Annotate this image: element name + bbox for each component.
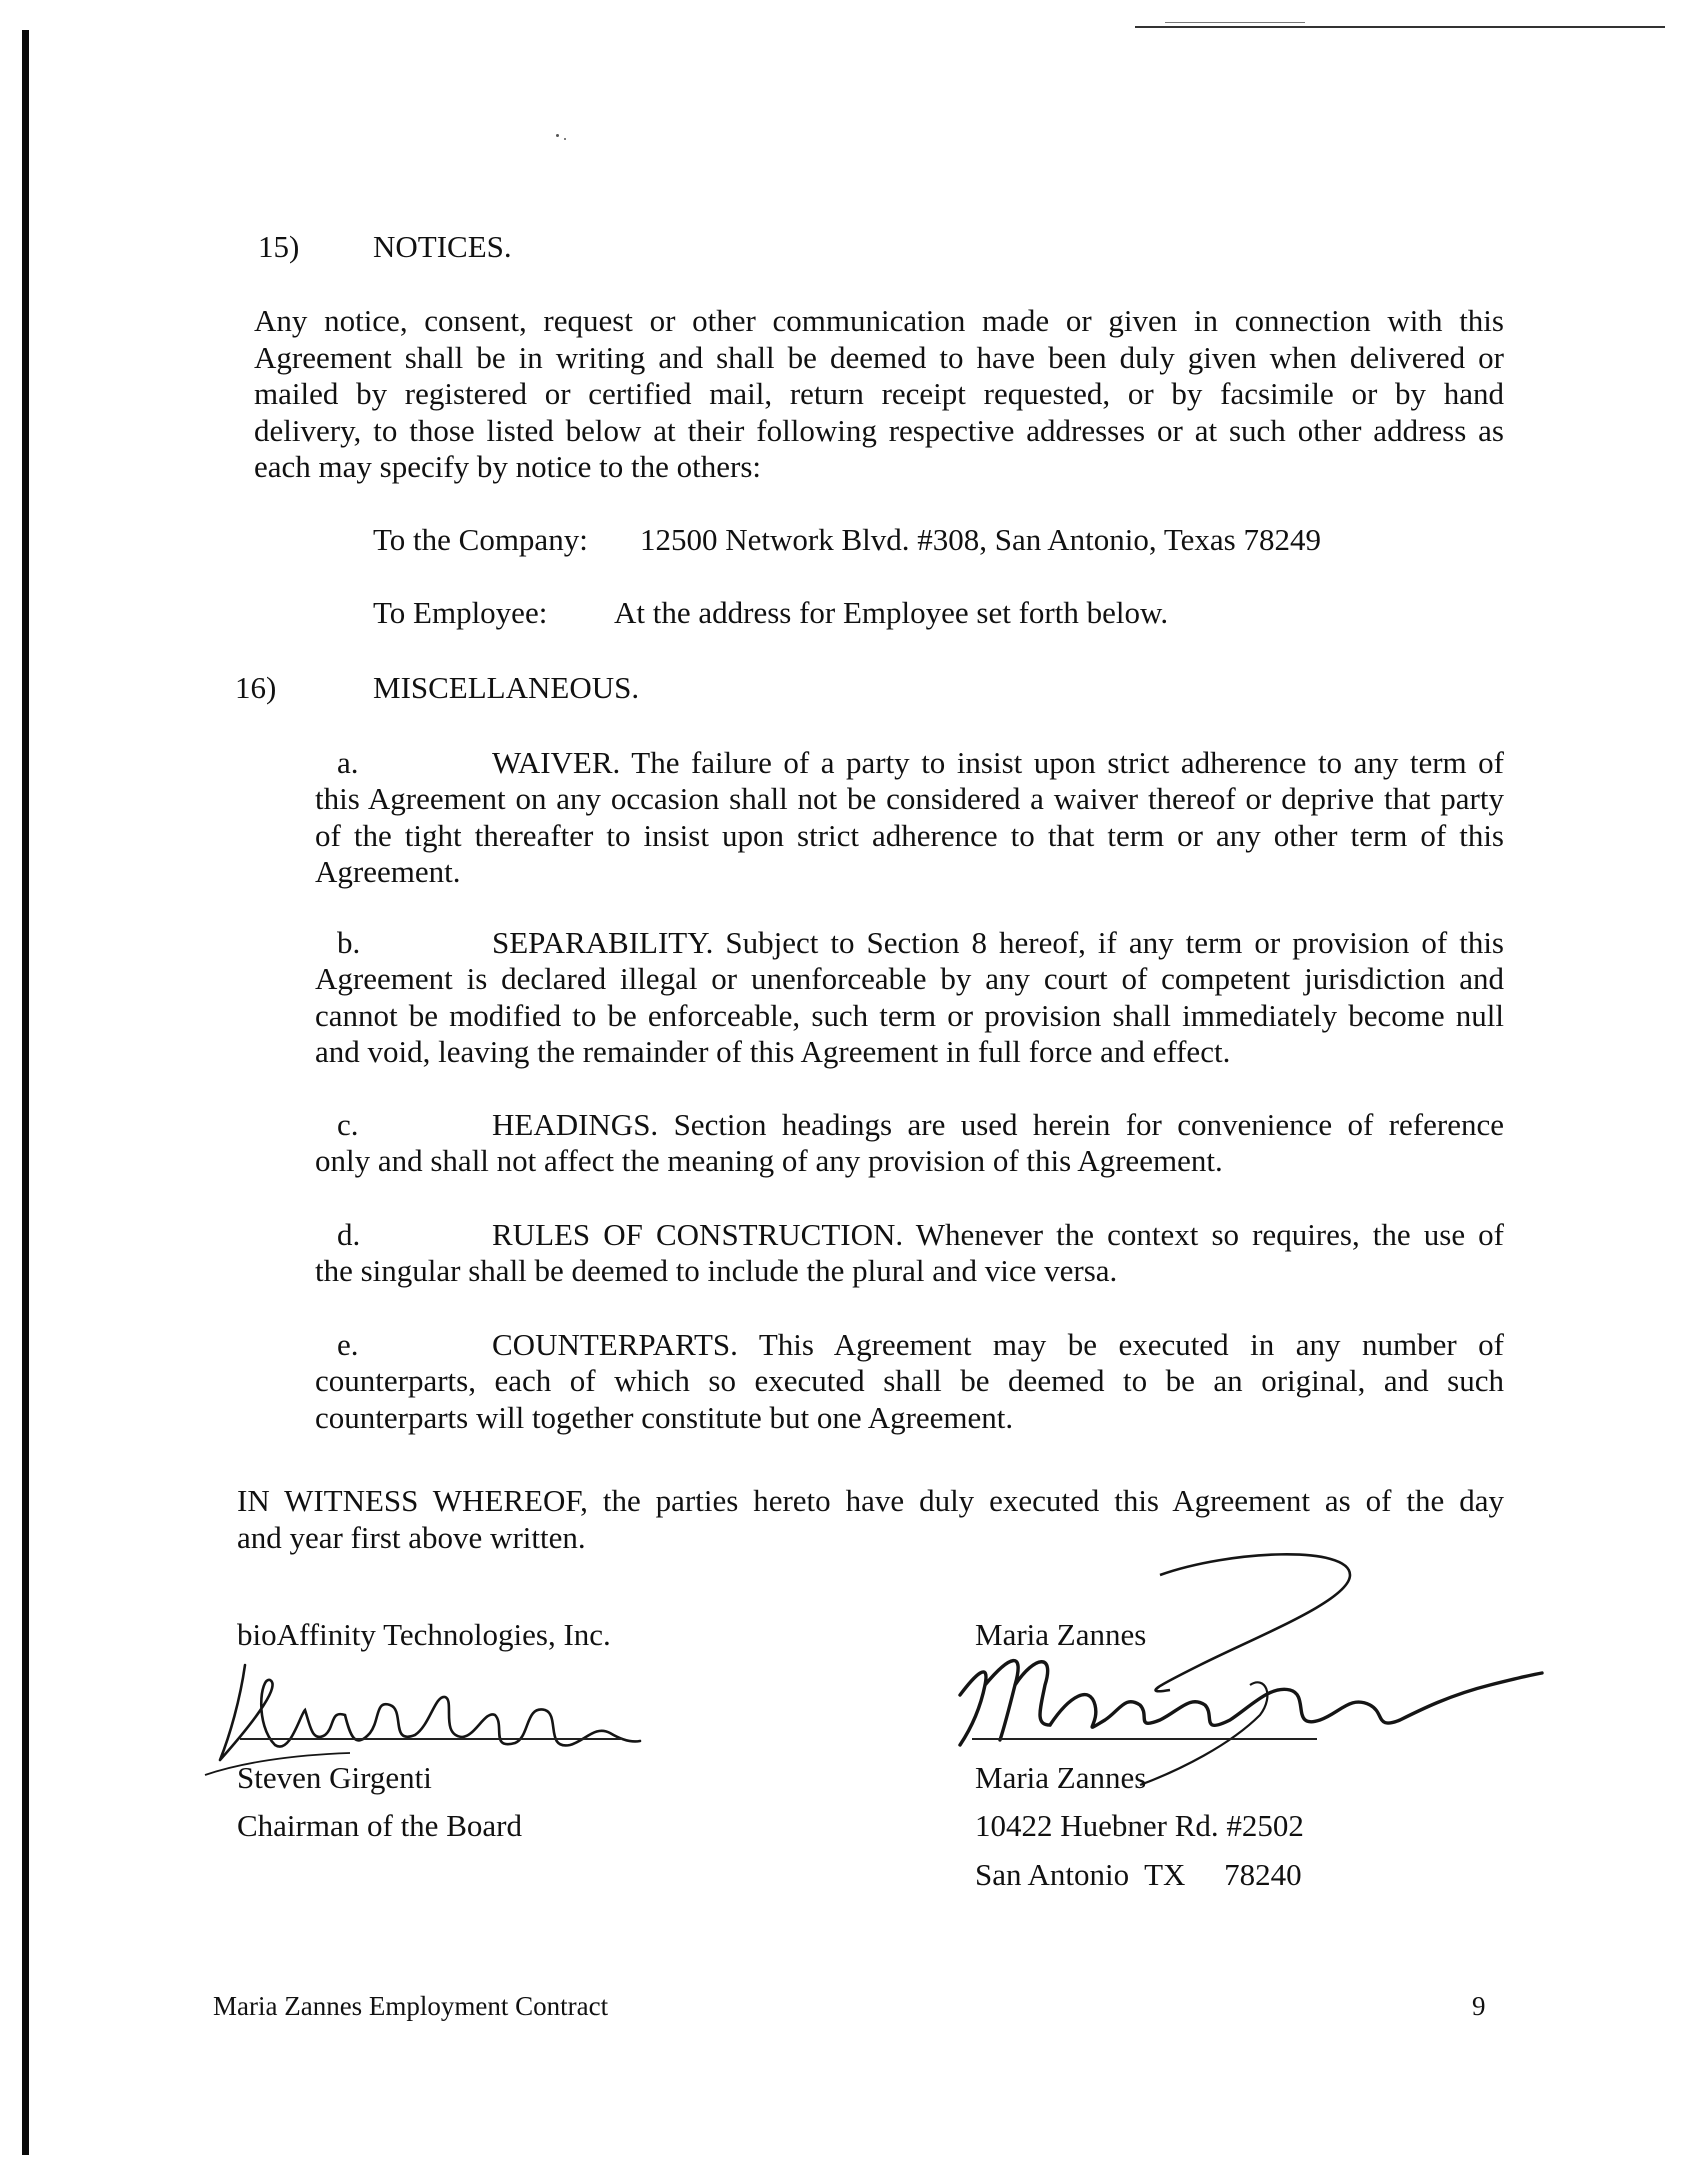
item-d-heading-line bbox=[492, 1217, 1504, 1254]
item-a-line: of the tight thereafter to insist upon strict adherence to that term or any other term of this bbox=[315, 817, 1504, 853]
body-line: delivery, to those listed below at their following respective addresses or at such other address as bbox=[254, 412, 1504, 448]
item-c-line: only and shall not affect the meaning of any provision of this Agreement. bbox=[315, 1143, 1223, 1178]
item-e-body bbox=[315, 1363, 1504, 1436]
scan-speck bbox=[556, 134, 559, 137]
witness-line: and year first above written. bbox=[237, 1519, 586, 1555]
section-16-heading: MISCELLANEOUS. bbox=[373, 670, 640, 705]
body-line: each may specify by notice to the others: bbox=[254, 449, 762, 484]
item-d-text: Whenever the context so requires, the use of bbox=[915, 1217, 1504, 1252]
item-b-text: Subject to Section 8 hereof, if any term or provision of this bbox=[725, 925, 1504, 960]
section-16-number: 16) bbox=[235, 670, 277, 705]
item-c-text: Section headings are used herein for convenience of reference bbox=[673, 1107, 1504, 1142]
item-e-line: counterparts, each of which so executed shall be deemed to be an original, and such bbox=[315, 1363, 1504, 1398]
body-line: mailed by registered or certified mail, return receipt requested, or by facsimile or by hand bbox=[254, 376, 1504, 411]
company-signer-name: Steven Girgenti bbox=[237, 1760, 432, 1795]
item-b-heading-line bbox=[492, 925, 1504, 962]
item-d-line: the singular shall be deemed to include the plural and vice versa. bbox=[315, 1253, 1118, 1288]
scan-speck bbox=[564, 138, 566, 140]
body-line: Agreement shall be in writing and shall be deemed to have been duly given when delivered or bbox=[254, 339, 1504, 375]
item-c-letter: c. bbox=[337, 1107, 359, 1142]
company-signature-line bbox=[240, 1738, 622, 1740]
item-b-letter: b. bbox=[337, 925, 361, 960]
item-e-title: COUNTERPARTS. bbox=[492, 1327, 738, 1362]
item-c-first-line bbox=[492, 1107, 1504, 1144]
footer-title: Maria Zannes Employment Contract bbox=[213, 1991, 609, 2021]
company-notice-label: To the Company: bbox=[373, 522, 588, 557]
company-signer-title: Chairman of the Board bbox=[237, 1808, 522, 1843]
item-e-line: counterparts will together constitute but one Agreement. bbox=[315, 1399, 1014, 1435]
top-rule bbox=[1135, 26, 1665, 28]
item-b-title: SEPARABILITY. bbox=[492, 925, 714, 960]
item-c-body bbox=[315, 1143, 1504, 1180]
item-a-line: this Agreement on any occasion shall not be considered a waiver thereof or deprive that party bbox=[315, 781, 1504, 816]
item-b-line: Agreement is declared illegal or unenforceable by any court of competent jurisdiction and bbox=[315, 961, 1504, 996]
item-a-heading-line bbox=[492, 745, 1504, 782]
item-e-text: This Agreement may be executed in any number of bbox=[758, 1327, 1504, 1362]
item-d-title: RULES OF CONSTRUCTION. bbox=[492, 1217, 904, 1252]
employee-notice-address: At the address for Employee set forth below. bbox=[614, 595, 1169, 630]
item-a-title: WAIVER. bbox=[492, 745, 621, 780]
item-a-letter: a. bbox=[337, 745, 359, 780]
company-notice-address: 12500 Network Blvd. #308, San Antonio, Texas 78249 bbox=[640, 522, 1321, 557]
employee-signature-line bbox=[972, 1738, 1317, 1740]
section-15-number: 15) bbox=[258, 229, 300, 264]
employee-address-line1: 10422 Huebner Rd. #2502 bbox=[975, 1808, 1304, 1843]
section-15-heading: NOTICES. bbox=[373, 229, 512, 264]
item-a-text: The failure of a party to insist upon strict adherence to any term of bbox=[631, 745, 1504, 780]
item-a-body bbox=[315, 781, 1504, 891]
item-c-title: HEADINGS. bbox=[492, 1107, 659, 1142]
body-line: Any notice, consent, request or other communication made or given in connection with this bbox=[254, 303, 1504, 338]
item-b-first-line bbox=[492, 925, 1504, 962]
item-d-first-line bbox=[492, 1217, 1504, 1254]
item-d-letter: d. bbox=[337, 1217, 361, 1252]
company-entity-name: bioAffinity Technologies, Inc. bbox=[237, 1617, 611, 1652]
item-b-body bbox=[315, 961, 1504, 1071]
page-number: 9 bbox=[1472, 1991, 1486, 2021]
item-a-first-line bbox=[492, 745, 1504, 782]
item-e-letter: e. bbox=[337, 1327, 359, 1362]
item-c-heading-line bbox=[492, 1107, 1504, 1144]
item-e-heading-line bbox=[492, 1327, 1504, 1364]
item-b-line: cannot be modified to be enforceable, such term or provision shall immediately become null bbox=[315, 997, 1504, 1033]
employee-notice-label: To Employee: bbox=[373, 595, 548, 630]
item-a-line: Agreement. bbox=[315, 854, 461, 889]
section-15-body bbox=[254, 303, 1504, 486]
top-rule-thin bbox=[1165, 22, 1305, 23]
employee-address-line2: San Antonio TX 78240 bbox=[975, 1857, 1302, 1892]
scan-edge-line bbox=[22, 30, 29, 2155]
witness-line: IN WITNESS WHEREOF, the parties hereto have duly executed this Agreement as of the day bbox=[237, 1483, 1504, 1518]
employee-header-name: Maria Zannes bbox=[975, 1617, 1147, 1652]
employee-signer-name: Maria Zannes bbox=[975, 1760, 1147, 1795]
item-e-first-line bbox=[492, 1327, 1504, 1364]
item-d-body bbox=[315, 1253, 1504, 1290]
item-b-line: and void, leaving the remainder of this Agreement in full force and effect. bbox=[315, 1034, 1231, 1069]
